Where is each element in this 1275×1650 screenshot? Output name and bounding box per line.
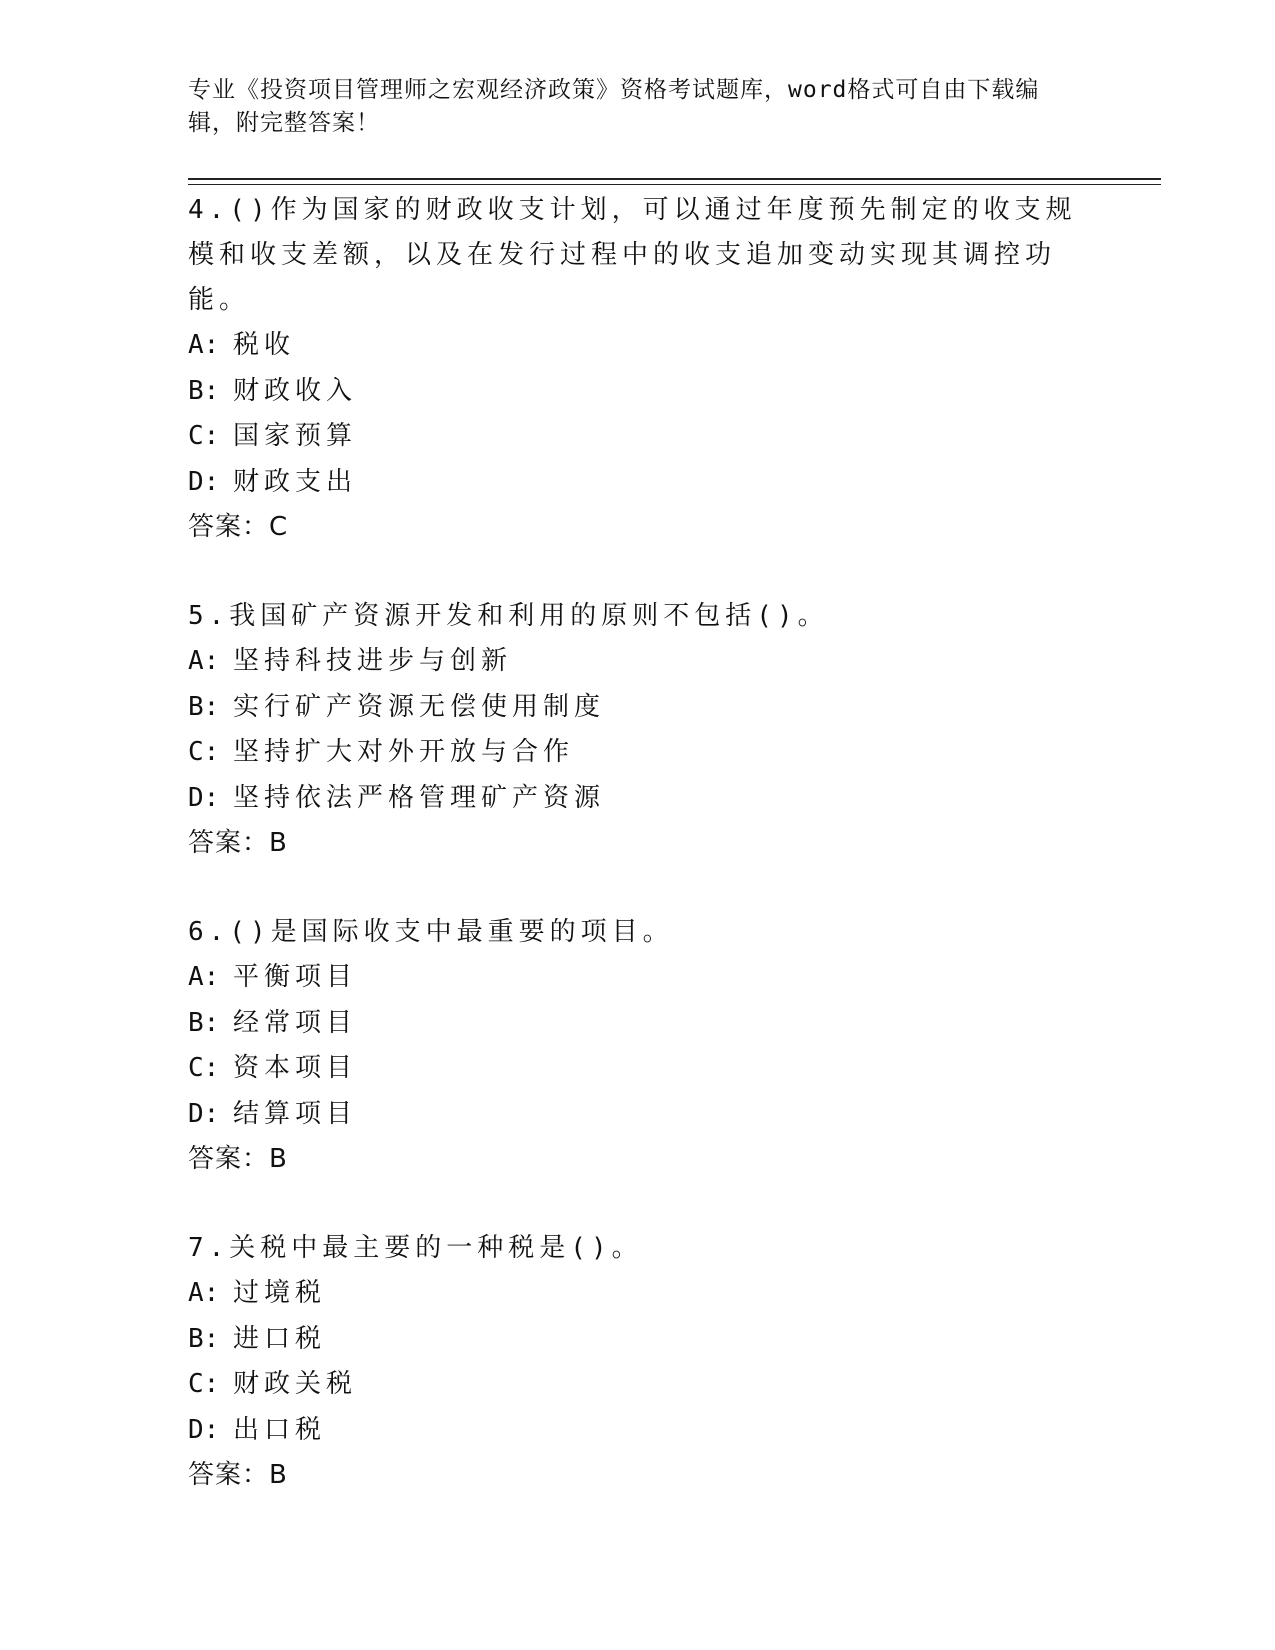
question-7 (188, 1226, 1088, 1498)
option-text: 坚持科技进步与创新 (233, 646, 513, 676)
option-letter: A: (188, 1278, 220, 1308)
answer-line: 答案：B (188, 828, 288, 858)
option-text: 过境税 (233, 1278, 327, 1308)
option-letter: B: (188, 375, 220, 406)
header-divider-thin (188, 184, 1161, 185)
option-b (188, 685, 1088, 731)
question-text: 7.关税中最主要的一种税是()。 (188, 1233, 643, 1263)
option-letter: C: (188, 421, 220, 451)
document-header: 专业《投资项目管理师之宏观经济政策》资格考试题库，word格式可自由下载编辑，附完整答案！ (188, 77, 1040, 136)
option-letter: C: (188, 737, 220, 767)
option-c (188, 414, 1088, 460)
option-text: 财政收入 (233, 375, 358, 406)
option-text: 平衡项目 (233, 962, 358, 992)
option-letter: B: (188, 691, 220, 722)
header-divider-thick (188, 178, 1161, 180)
option-letter: A: (188, 330, 220, 360)
answer-line: 答案：B (188, 1144, 288, 1174)
option-letter: D: (188, 466, 220, 497)
option-text: 坚持依法严格管理矿产资源 (233, 782, 606, 813)
option-letter: A: (188, 646, 220, 676)
option-d (188, 776, 1088, 822)
question-6 (188, 910, 1088, 1182)
option-a (188, 955, 1088, 1001)
question-text: 4.()作为国家的财政收支计划，可以通过年度预先制定的收支规模和收支差额，以及在发行过程中的收支追加变动实现其调控功能。 (188, 195, 1077, 315)
option-d (188, 1092, 1088, 1138)
option-b (188, 1001, 1088, 1047)
option-text: 坚持扩大对外开放与合作 (233, 737, 575, 767)
answer-line: 答案：B (188, 1460, 288, 1490)
question-text: 5.我国矿产资源开发和利用的原则不包括()。 (188, 601, 829, 631)
option-text: 财政关税 (233, 1369, 358, 1399)
option-letter: B: (188, 1323, 220, 1354)
option-letter: D: (188, 782, 220, 813)
answer-line: 答案：C (188, 512, 289, 542)
option-letter: D: (188, 1098, 220, 1129)
question-text: 6.()是国际收支中最重要的项目。 (188, 917, 674, 947)
option-letter: B: (188, 1007, 220, 1038)
option-c (188, 1362, 1088, 1408)
option-text: 国家预算 (233, 421, 358, 451)
option-b (188, 369, 1088, 415)
question-list (188, 188, 1088, 1542)
option-a (188, 639, 1088, 685)
question-5 (188, 594, 1088, 866)
option-text: 出口税 (233, 1414, 327, 1445)
option-d (188, 1408, 1088, 1454)
option-text: 结算项目 (233, 1098, 358, 1129)
option-text: 财政支出 (233, 466, 358, 497)
option-d (188, 460, 1088, 506)
option-text: 实行矿产资源无偿使用制度 (233, 691, 606, 722)
option-letter: D: (188, 1414, 220, 1445)
option-text: 税收 (233, 330, 296, 360)
option-a (188, 323, 1088, 369)
option-text: 资本项目 (233, 1053, 358, 1083)
option-letter: C: (188, 1053, 220, 1083)
option-a (188, 1271, 1088, 1317)
option-letter: A: (188, 962, 220, 992)
question-4 (188, 188, 1088, 550)
option-text: 进口税 (233, 1323, 327, 1354)
option-text: 经常项目 (233, 1007, 358, 1038)
option-b (188, 1317, 1088, 1363)
option-letter: C: (188, 1369, 220, 1399)
option-c (188, 730, 1088, 776)
option-c (188, 1046, 1088, 1092)
